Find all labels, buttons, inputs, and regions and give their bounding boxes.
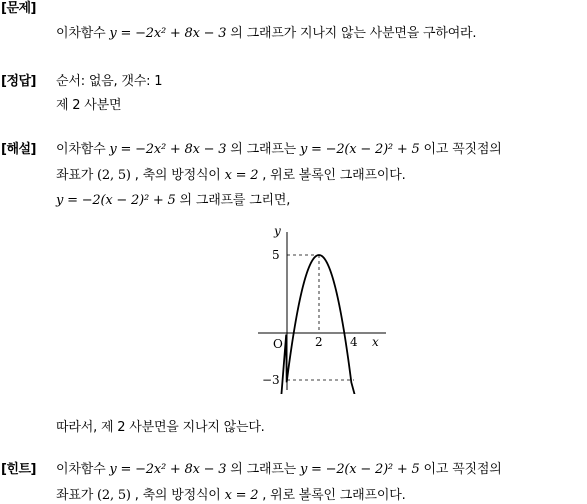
hint-formula-vertex: y = −2(x − 2)² + 5 bbox=[299, 462, 420, 477]
solution-line3-formula: y = −2(x − 2)² + 5 bbox=[56, 193, 176, 208]
answer-tag: [정답] bbox=[1, 74, 36, 89]
solution-line-3 bbox=[56, 189, 290, 208]
problem-formula: y = −2x² + 8x − 3 bbox=[109, 26, 227, 41]
solution-formula-vertex: y = −2(x − 2)² + 5 bbox=[299, 142, 420, 157]
hint-formula-standard: y = −2x² + 8x − 3 bbox=[109, 462, 227, 477]
tick-y-neg3: −3 bbox=[262, 373, 280, 387]
problem-text-post: 의 그래프가 지나지 않는 사분면을 구하여라. bbox=[226, 26, 477, 41]
hint-line-1 bbox=[56, 458, 502, 477]
tick-y-5: 5 bbox=[272, 248, 280, 262]
solution-line1-post: 이고 꼭짓점의 bbox=[419, 142, 502, 157]
origin-label: O bbox=[273, 337, 283, 351]
solution-line2-pre: 좌표가 bbox=[56, 168, 98, 183]
solution-line3-post: 의 그래프를 그리면, bbox=[175, 193, 291, 208]
problem-text bbox=[56, 22, 476, 41]
solution-tag: [해설] bbox=[1, 142, 36, 157]
tick-x-2: 2 bbox=[315, 335, 323, 349]
problem-tag: [문제] bbox=[1, 1, 36, 16]
hint-tag: [힌트] bbox=[1, 462, 36, 477]
solution-vertex-point: (2, 5) bbox=[97, 168, 131, 183]
tick-x-4: 4 bbox=[350, 335, 358, 349]
hint-line1-post: 이고 꼭짓점의 bbox=[419, 462, 502, 477]
problem-text-pre: 이차함수 bbox=[56, 26, 110, 41]
solution-axis-eq: x = 2 bbox=[224, 168, 259, 183]
solution-line2-mid: , 축의 방정식이 bbox=[130, 168, 225, 183]
answer-line-1: 순서: 없음, 갯수: 1 bbox=[56, 74, 163, 89]
solution-conclusion: 따라서, 제 2 사분면을 지나지 않는다. bbox=[56, 420, 265, 435]
hint-line-2 bbox=[56, 484, 406, 503]
solution-formula-standard: y = −2x² + 8x − 3 bbox=[109, 142, 227, 157]
hint-line2-pre: 좌표가 bbox=[56, 488, 98, 503]
parabola-graph bbox=[254, 222, 394, 394]
hint-line1-mid: 의 그래프는 bbox=[226, 462, 300, 477]
solution-line-1 bbox=[56, 138, 502, 157]
hint-line1-pre: 이차함수 bbox=[56, 462, 110, 477]
x-axis-label: x bbox=[372, 335, 379, 349]
solution-line1-pre: 이차함수 bbox=[56, 142, 110, 157]
hint-line2-post: , 위로 볼록인 그래프이다. bbox=[258, 488, 406, 503]
y-axis-label: y bbox=[274, 224, 281, 238]
hint-vertex-point: (2, 5) bbox=[97, 488, 131, 503]
solution-line1-mid: 의 그래프는 bbox=[226, 142, 300, 157]
hint-line2-mid: , 축의 방정식이 bbox=[130, 488, 225, 503]
answer-line-2: 제 2 사분면 bbox=[56, 98, 122, 113]
solution-line-2 bbox=[56, 164, 406, 183]
hint-axis-eq: x = 2 bbox=[224, 488, 259, 503]
solution-line2-post: , 위로 볼록인 그래프이다. bbox=[258, 168, 406, 183]
